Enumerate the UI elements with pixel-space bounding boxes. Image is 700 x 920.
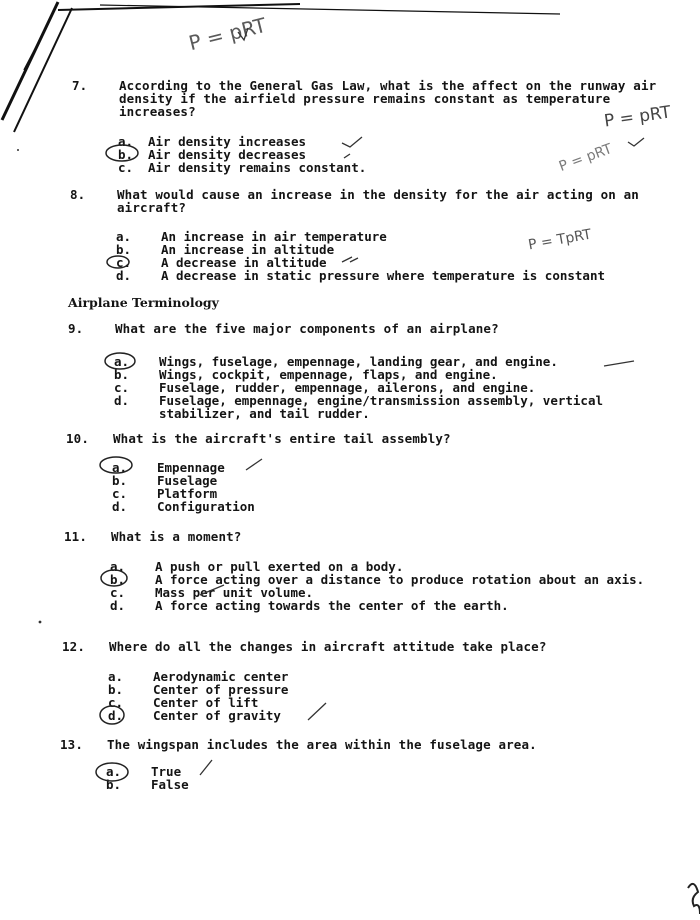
- option-text: Aerodynamic center: [153, 669, 289, 684]
- option-text: Fuselage: [157, 473, 218, 488]
- option-letter: b.: [116, 242, 132, 257]
- handwritten-note-q7-right: P = pRT: [602, 102, 673, 132]
- option-letter: b.: [118, 147, 134, 162]
- option-text: An increase in air temperature: [161, 229, 387, 244]
- question-text: Where do all the changes in aircraft attitude take place?: [109, 639, 547, 654]
- handwritten-note-top: P = pRT: [186, 12, 269, 56]
- option-letter: b.: [112, 473, 128, 488]
- option-letter: d.: [108, 708, 124, 723]
- option-letter: d.: [110, 598, 126, 613]
- question-text: The wingspan includes the area within the fuselage area.: [107, 737, 537, 752]
- option-13b: [106, 778, 671, 791]
- option-text: False: [151, 777, 189, 792]
- handwritten-note-q7-lower: P = pRT: [556, 141, 615, 175]
- option-text: True: [151, 764, 182, 779]
- question-text: What would cause an increase in the density for the air acting on an aircraft?: [117, 187, 639, 215]
- question-text: What is the aircraft's entire tail assembly?: [113, 431, 451, 446]
- option-letter: a.: [118, 134, 134, 149]
- option-text: Center of gravity: [153, 708, 281, 723]
- option-letter: d.: [112, 499, 128, 514]
- question-number: 11.: [64, 529, 88, 544]
- option-letter: c.: [114, 380, 130, 395]
- options-8: [116, 230, 681, 282]
- option-12d: [108, 709, 673, 722]
- question-number: 13.: [60, 737, 84, 752]
- option-letter: c.: [118, 160, 134, 175]
- option-text: Platform: [157, 486, 218, 501]
- option-letter: c.: [110, 585, 126, 600]
- question-number: 7.: [72, 78, 88, 93]
- option-letter: d.: [114, 393, 130, 408]
- option-13a: [106, 765, 671, 778]
- question-text: According to the General Gas Law, what is the affect on the runway air density if the airfield pressure remains constant as temperature increases?: [119, 78, 657, 119]
- option-text: Wings, cockpit, empennage, flaps, and engine.: [159, 367, 498, 382]
- option-text: Empennage: [157, 460, 225, 475]
- question-number: 10.: [66, 431, 90, 446]
- option-text: An increase in altitude: [161, 242, 335, 257]
- section-heading: Airplane Terminology: [68, 295, 219, 310]
- option-text: Wings, fuselage, empennage, landing gear, and engine.: [159, 354, 558, 369]
- option-letter: c.: [112, 486, 128, 501]
- option-letter: b.: [106, 777, 122, 792]
- option-text: Center of pressure: [153, 682, 289, 697]
- question-text: What is a moment?: [111, 529, 242, 544]
- option-letter: a.: [106, 764, 122, 779]
- option-letter: a.: [114, 354, 130, 369]
- option-letter: c.: [108, 695, 124, 710]
- options-11: [110, 560, 675, 612]
- option-letter: b.: [108, 682, 124, 697]
- options-10: [112, 461, 677, 513]
- option-text: A force acting over a distance to produce rotation about an axis.: [155, 572, 645, 587]
- option-11d: [110, 599, 675, 612]
- option-text: Mass per unit volume.: [155, 585, 314, 600]
- question-number: 8.: [70, 187, 86, 202]
- option-letter: a.: [108, 669, 124, 684]
- options-12: [108, 670, 673, 722]
- question-number: 9.: [68, 321, 84, 336]
- option-text: A force acting towards the center of the earth.: [155, 598, 509, 613]
- option-text: Air density remains constant.: [148, 160, 367, 175]
- option-text: A decrease in static pressure where temperature is constant: [161, 268, 606, 283]
- option-text: Fuselage, empennage, engine/transmission assembly, vertical stabilizer, and tail rudder.: [159, 393, 604, 421]
- option-letter: a.: [116, 229, 132, 244]
- option-text: Air density decreases: [148, 147, 307, 162]
- option-letter: b.: [110, 572, 126, 587]
- option-letter: c.: [116, 255, 132, 270]
- option-letter: a.: [112, 460, 128, 475]
- option-text: Configuration: [157, 499, 255, 514]
- option-letter: a.: [110, 559, 126, 574]
- options-13: [106, 765, 671, 791]
- scan-speck: [17, 149, 19, 151]
- question-text: What are the five major components of an airplane?: [115, 321, 499, 336]
- question-number: 12.: [62, 639, 86, 654]
- options-9: [114, 355, 679, 420]
- option-text: A push or pull exerted on a body.: [155, 559, 404, 574]
- option-10d: [112, 500, 677, 513]
- option-text: Fuselage, rudder, empennage, ailerons, and engine.: [159, 380, 536, 395]
- corner-scribble: [688, 884, 700, 914]
- option-8d: [116, 269, 681, 282]
- option-9d: [114, 394, 679, 420]
- option-letter: b.: [114, 367, 130, 382]
- option-text: A decrease in altitude: [161, 255, 327, 270]
- handwritten-note-q8-right: P = TpRT: [527, 226, 593, 254]
- option-text: Center of lift: [153, 695, 259, 710]
- option-letter: d.: [116, 268, 132, 283]
- scan-speck: [39, 621, 42, 624]
- option-text: Air density increases: [148, 134, 307, 149]
